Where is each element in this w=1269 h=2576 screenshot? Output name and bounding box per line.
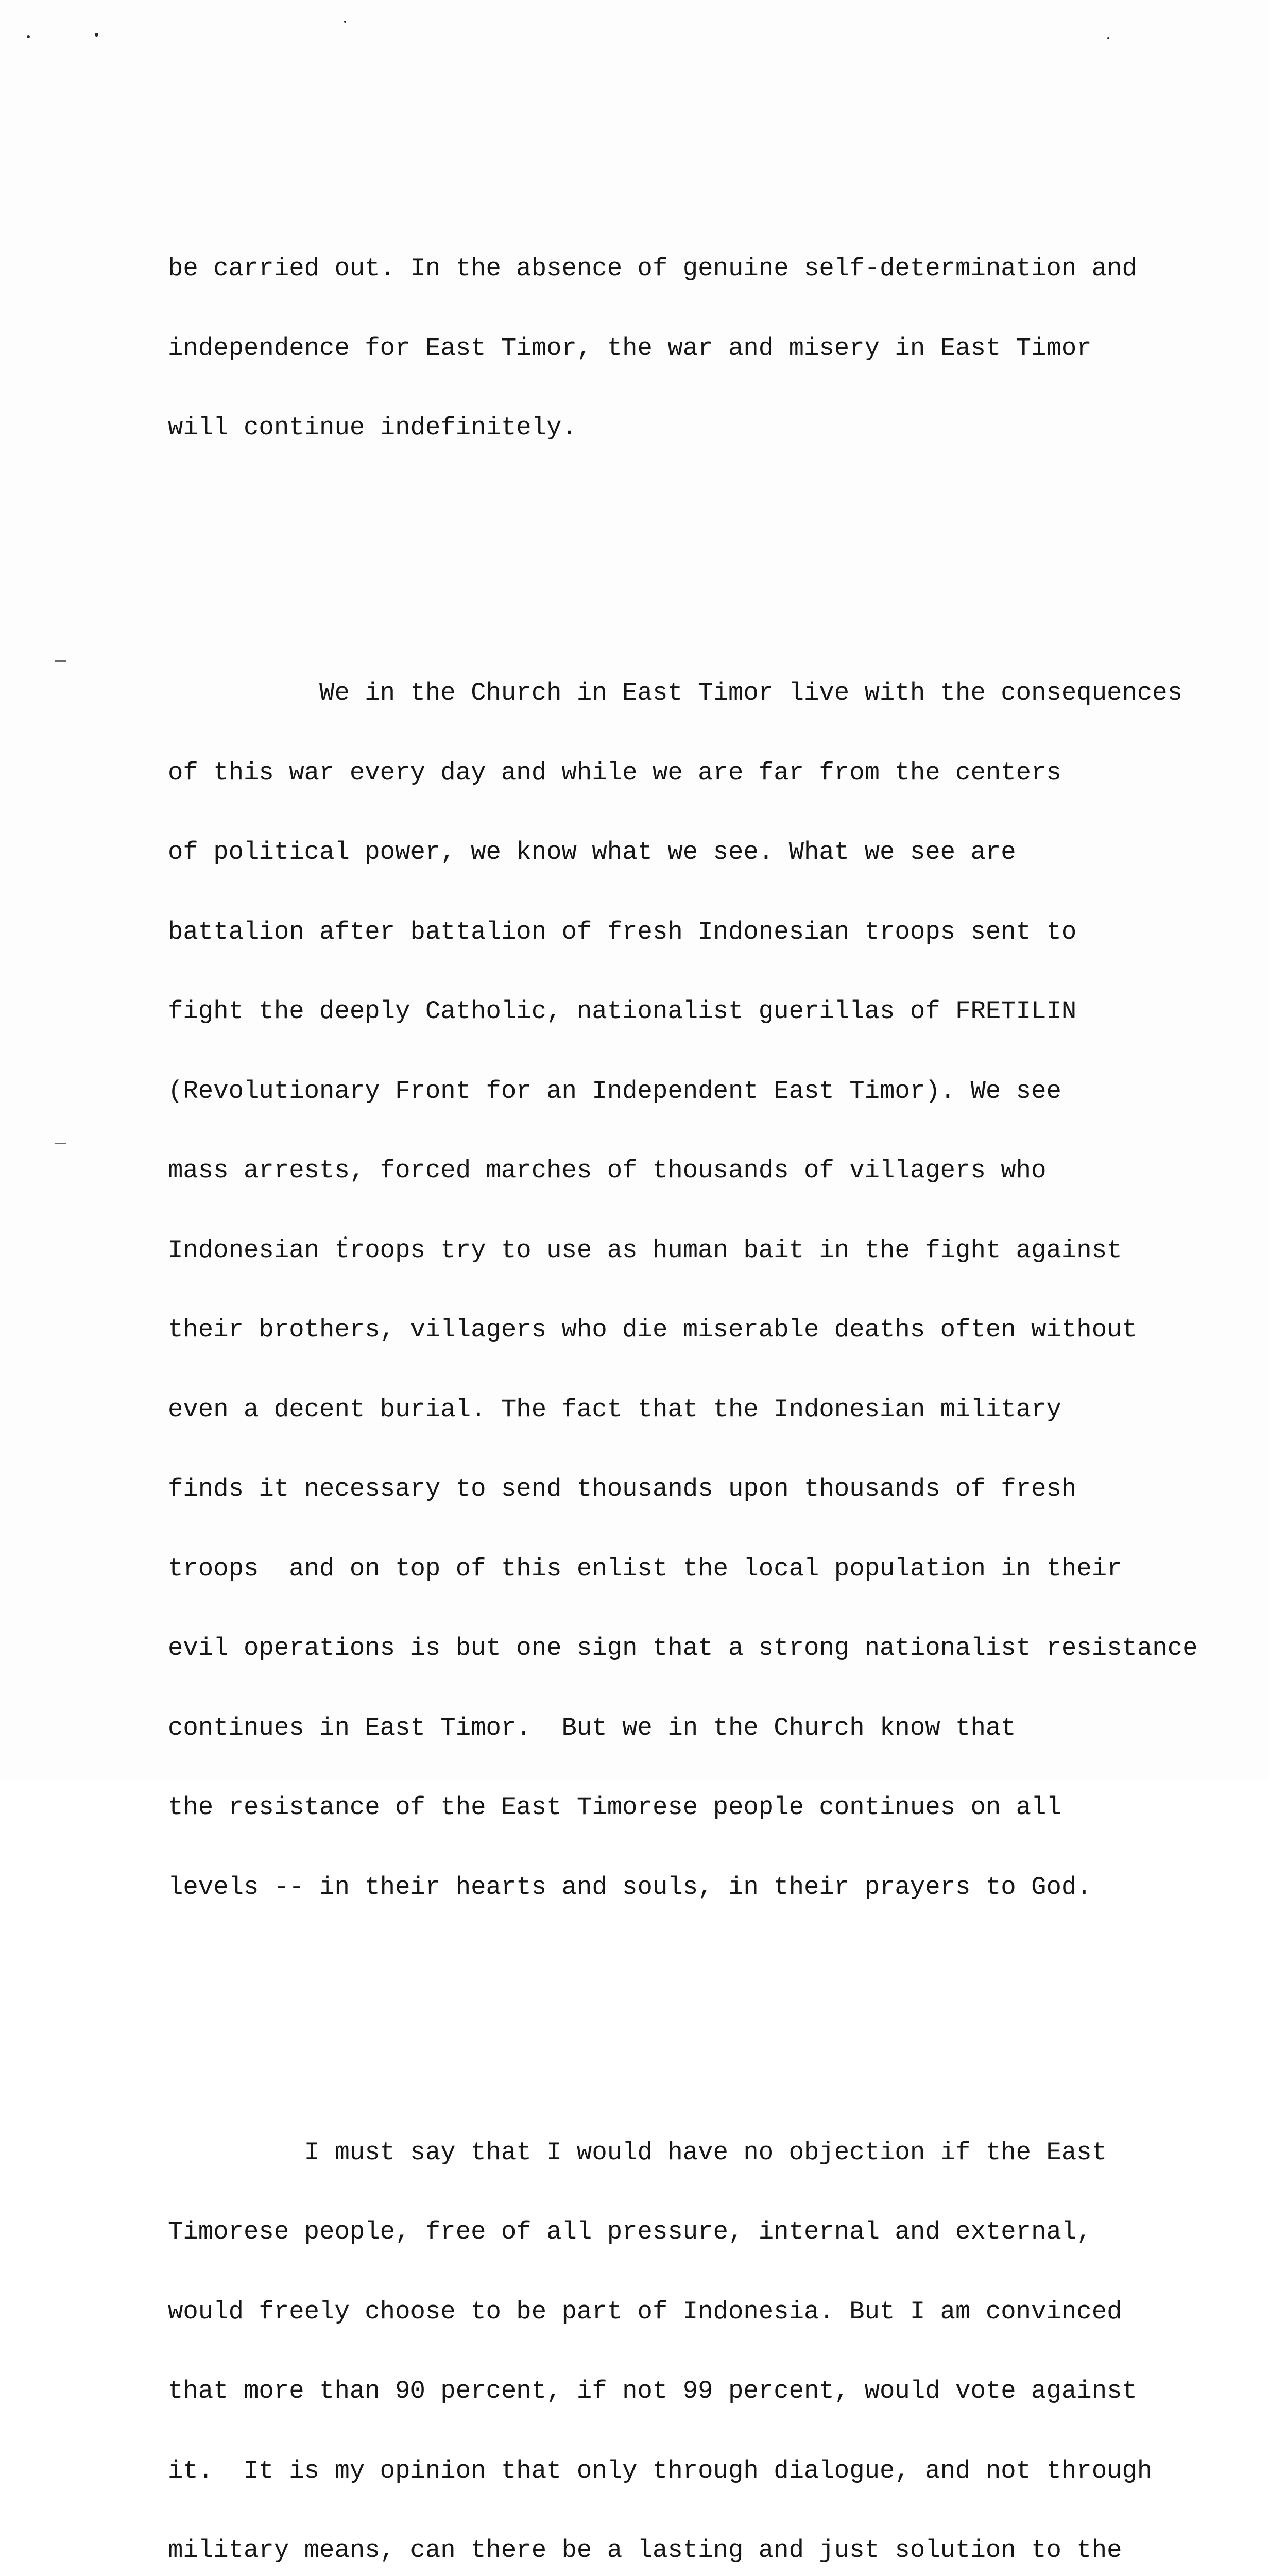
- paragraph-3: [168, 2087, 1260, 2576]
- text-line: the resistance of the East Timorese people continues on all: [168, 1794, 1260, 1821]
- text-line: of this war every day and while we are far from the centers: [168, 760, 1260, 787]
- text-line: troops and on top of this enlist the local population in their: [168, 1556, 1260, 1583]
- text-line: finds it necessary to send thousands upon thousands of fresh: [168, 1476, 1260, 1503]
- text-line: levels -- in their hearts and souls, in their prayers to God.: [168, 1874, 1260, 1901]
- text-line: Timorese people, free of all pressure, internal and external,: [168, 2219, 1260, 2246]
- text-line: independence for East Timor, the war and misery in East Timor: [168, 335, 1260, 362]
- text-line: even a decent burial. The fact that the Indonesian military: [168, 1397, 1260, 1423]
- text-line: continues in East Timor. But we in the Church know that: [168, 1715, 1260, 1742]
- text-line: battalion after battalion of fresh Indonesian troops sent to: [168, 919, 1260, 946]
- text-line: evil operations is but one sign that a strong nationalist resistance: [168, 1635, 1260, 1662]
- text-line: of political power, we know what we see. What we see are: [168, 839, 1260, 866]
- text-line: that more than 90 percent, if not 99 percent, would vote against: [168, 2378, 1260, 2405]
- text-line: I must say that I would have no objection if the East: [168, 2140, 1260, 2166]
- text-line: fight the deeply Catholic, nationalist guerillas of FRETILIN: [168, 998, 1260, 1025]
- margin-mark: [55, 660, 66, 662]
- paragraph-1: [168, 202, 1260, 495]
- text-line: be carried out. In the absence of genuine self-determination and: [168, 256, 1260, 282]
- text-line: it. It is my opinion that only through dialogue, and not through: [168, 2458, 1260, 2485]
- margin-mark: [55, 1143, 66, 1144]
- text-line: Indonesian troops try to use as human bait in the fight against: [168, 1238, 1260, 1264]
- paragraph-2: [168, 627, 1260, 1954]
- text-line: We in the Church in East Timor live with the consequences: [168, 680, 1260, 707]
- text-line: will continue indefinitely.: [168, 415, 1260, 442]
- text-line: would freely choose to be part of Indonesia. But I am convinced: [168, 2299, 1260, 2326]
- scan-speck: [95, 33, 98, 37]
- scan-speck: [27, 35, 30, 38]
- scan-speck: [1107, 37, 1109, 39]
- text-line: mass arrests, forced marches of thousands of villagers who: [168, 1158, 1260, 1184]
- scan-speck: [344, 21, 346, 23]
- text-line: (Revolutionary Front for an Independent East Timor). We see: [168, 1078, 1260, 1105]
- text-line: their brothers, villagers who die miserable deaths often without: [168, 1317, 1260, 1344]
- text-line: military means, can there be a lasting and just solution to the: [168, 2537, 1260, 2564]
- typed-letter-body: [168, 149, 1260, 2576]
